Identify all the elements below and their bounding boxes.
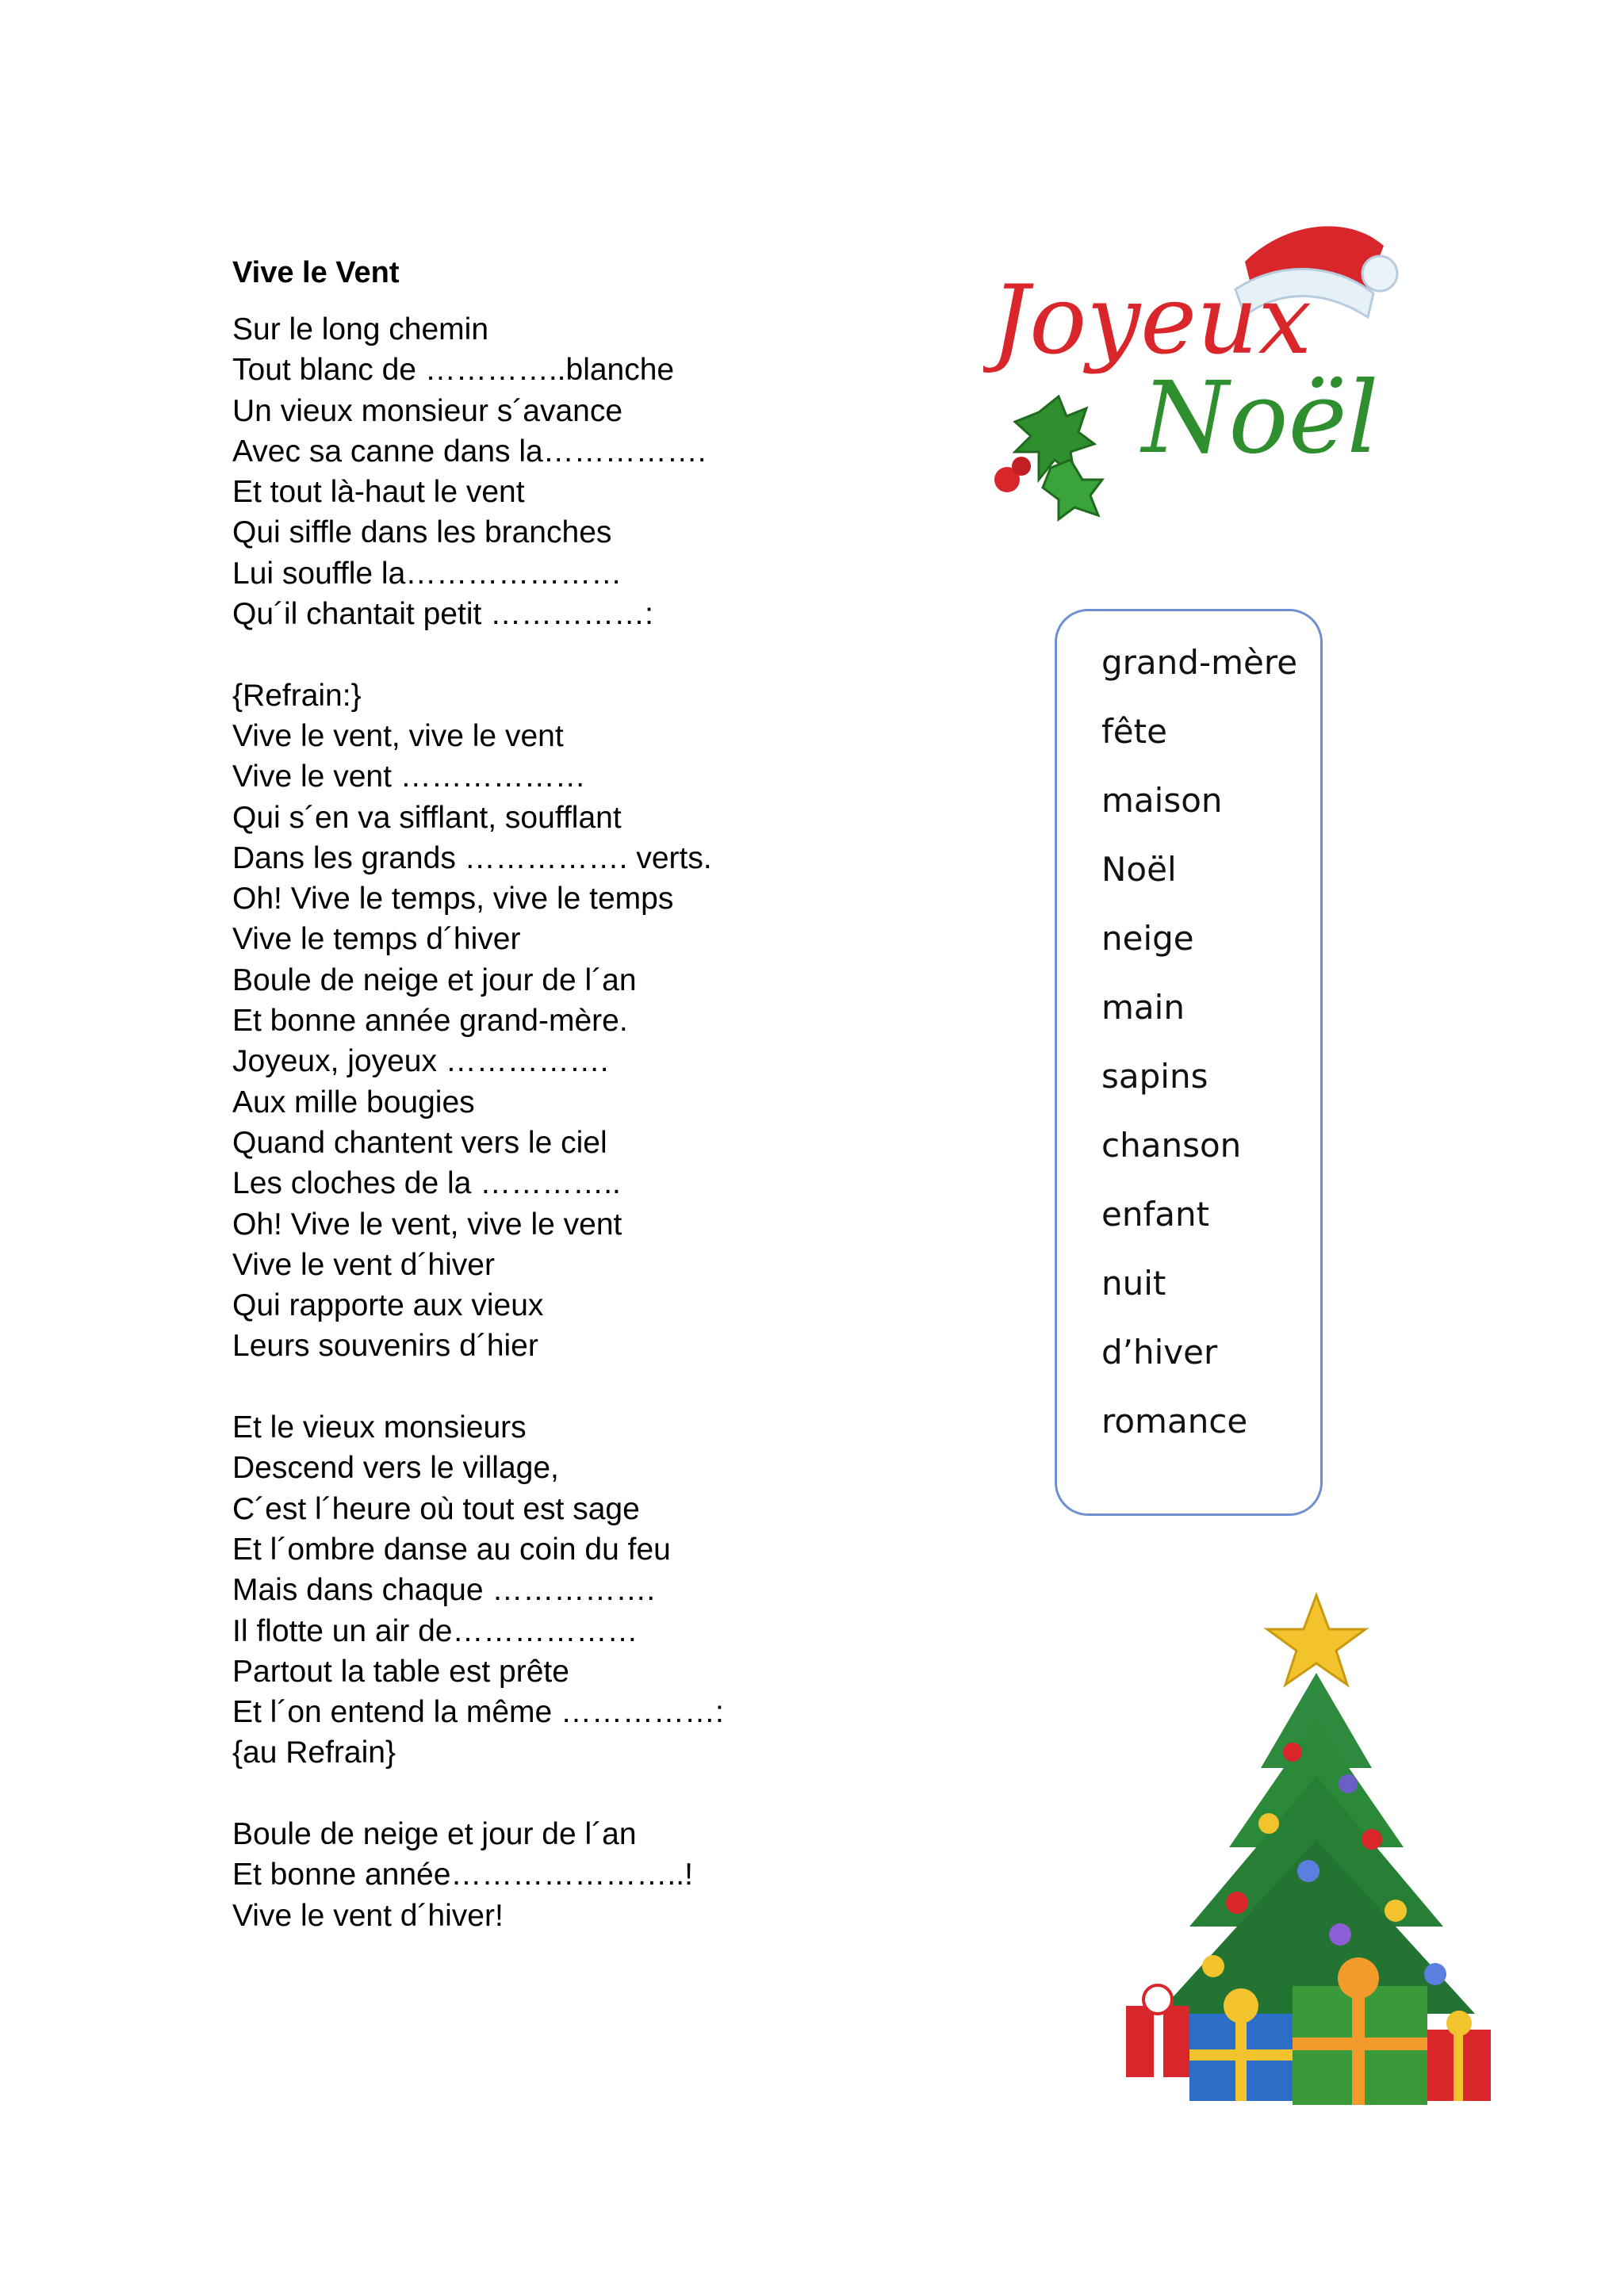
greeting-line-joyeux: Joyeux [991,266,1312,376]
stanza-break [232,1774,835,1814]
lyric-line: Et l´on entend la même ……………: [232,1695,724,1730]
greeting-art [983,214,1427,531]
lyric-line: Et bonne année grand-mère. [232,1004,628,1039]
lyric-line: Et le vieux monsieurs [232,1410,527,1445]
tree-icon [1158,1673,1475,2014]
lyric-line: Qui siffle dans les branches [232,515,612,550]
stanza-break [232,1367,835,1407]
lyric-line: Qui rapporte aux vieux [232,1288,544,1323]
word-bank-item: fête [1101,712,1167,751]
song-lyrics [232,309,835,1936]
lyric-line: Tout blanc de …………..blanche [232,353,675,388]
holly-icon [994,396,1102,519]
word-bank-item: enfant [1101,1195,1210,1234]
lyric-line: Un vieux monsieur s´avance [232,393,623,428]
lyric-line: Et l´ombre danse au coin du feu [232,1532,671,1567]
lyric-line: Vive le vent d´hiver [232,1247,495,1282]
lyric-line: Les cloches de la ………….. [232,1166,621,1201]
lyric-line: Oh! Vive le vent, vive le vent [232,1207,622,1242]
word-bank-item: romance [1101,1402,1248,1441]
song-section [232,252,835,1936]
lyric-line: Leurs souvenirs d´hier [232,1329,538,1364]
song-title: Vive le Vent [232,256,400,289]
lyric-line: Vive le vent d´hiver! [232,1898,504,1933]
word-bank-list [1057,611,1320,1471]
word-bank-item: grand-mère [1101,643,1298,682]
lyric-line: Avec sa canne dans la……………. [232,434,707,469]
word-bank-item: nuit [1101,1264,1166,1303]
word-bank-item: neige [1101,919,1194,958]
lyric-line: Et tout là-haut le vent [232,475,525,510]
word-bank-item: main [1101,988,1185,1027]
lyric-line: Qu´il chantait petit ……………: [232,597,653,632]
lyric-line: Il flotte un air de……………… [232,1613,638,1648]
word-bank-item: maison [1101,781,1223,820]
lyric-line: Vive le vent ……………… [232,760,586,794]
lyric-line: C´est l´heure où tout est sage [232,1491,640,1526]
lyric-line: Vive le temps d´hiver [232,922,521,957]
star-icon [1267,1595,1365,1685]
lyric-line: Et bonne année…………………..! [232,1858,693,1892]
greeting-line-noel: Noël [1142,361,1379,476]
lyric-line: Sur le long chemin [232,312,489,346]
lyric-line: Joyeux, joyeux ……………. [232,1044,609,1079]
lyric-line: Aux mille bougies [232,1085,475,1119]
word-bank-item: sapins [1101,1057,1208,1096]
lyric-line: Oh! Vive le temps, vive le temps [232,882,674,916]
lyric-line: Mais dans chaque ……………. [232,1573,656,1608]
lyric-line: Descend vers le village, [232,1451,559,1486]
word-bank-box [1055,609,1323,1516]
christmas-tree-illustration [1110,1586,1554,2125]
joyeux-noel-illustration [983,214,1427,531]
stanza-break [232,634,835,675]
lyric-line: Dans les grands ……………. verts. [232,840,712,875]
lyric-line: Quand chantent vers le ciel [232,1125,607,1160]
lyric-line: Boule de neige et jour de l´an [232,1816,637,1851]
lyric-line: {au Refrain} [232,1735,396,1770]
lyric-line: Boule de neige et jour de l´an [232,962,637,997]
lyric-line: Partout la table est prête [232,1654,569,1689]
lyric-line: Lui souffle la………………… [232,556,622,591]
word-bank-item: chanson [1101,1126,1242,1165]
word-bank-item: Noël [1101,850,1177,889]
lyric-line: Qui s´en va sifflant, soufflant [232,800,622,835]
word-bank-item: d’hiver [1101,1333,1218,1372]
lyric-line: {Refrain:} [232,678,362,713]
lyric-line: Vive le vent, vive le vent [232,718,564,753]
tree-art [1110,1586,1554,2125]
